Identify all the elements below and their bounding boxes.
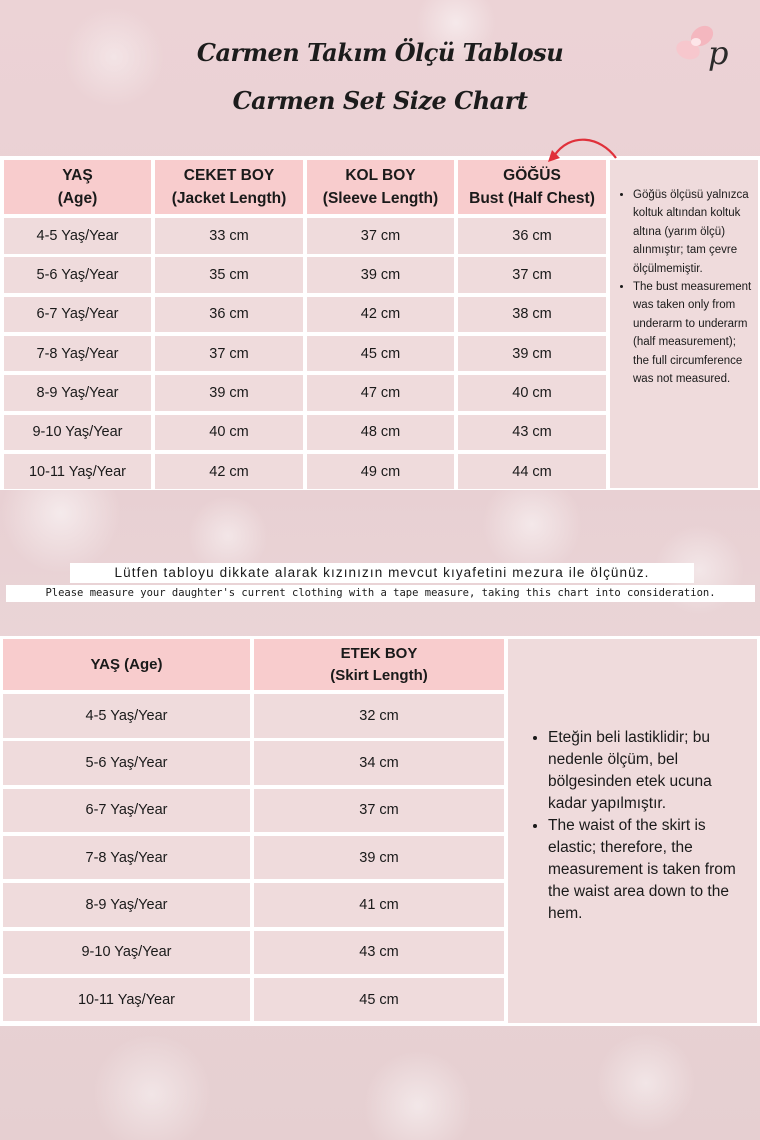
brand-logo: [672, 12, 742, 82]
table1-cell-bust: 43 cm: [458, 415, 606, 451]
page-title-english: Carmen Set Size Chart: [232, 86, 528, 115]
table2-cell-skirt-length: 32 cm: [254, 694, 504, 738]
table1-cell-jacket-length: 33 cm: [155, 218, 303, 254]
header-jacket-length: CEKET BOY (Jacket Length): [155, 160, 303, 214]
table1-cell-bust: 36 cm: [458, 218, 606, 254]
table1-cell-age: 4-5 Yaş/Year: [4, 218, 151, 254]
table1-cell-sleeve-length: 48 cm: [307, 415, 454, 451]
skirt-size-table: [0, 636, 760, 1026]
table2-cell-age: 10-11 Yaş/Year: [3, 978, 250, 1022]
table1-cell-bust: 37 cm: [458, 257, 606, 293]
table1-cell-jacket-length: 40 cm: [155, 415, 303, 451]
logo-letter: p: [708, 34, 729, 72]
table2-cell-skirt-length: 45 cm: [254, 978, 504, 1022]
table1-cell-sleeve-length: 47 cm: [307, 375, 454, 411]
table1-cell-sleeve-length: 37 cm: [307, 218, 454, 254]
table1-cell-bust: 44 cm: [458, 454, 606, 490]
table1-cell-bust: 39 cm: [458, 336, 606, 372]
table2-cell-age: 8-9 Yaş/Year: [3, 883, 250, 927]
table1-cell-jacket-length: 35 cm: [155, 257, 303, 293]
bust-note-en: • The bust measurement was taken only from underarm to underarm (half measurement); the full circumference was not measured.: [633, 278, 754, 388]
table1-cell-age: 7-8 Yaş/Year: [4, 336, 151, 372]
table1-cell-age: 10-11 Yaş/Year: [4, 454, 151, 490]
table1-cell-age: 6-7 Yaş/Year: [4, 297, 151, 333]
header-skirt-length: ETEK BOY (Skirt Length): [254, 639, 504, 690]
table2-cell-age: 5-6 Yaş/Year: [3, 741, 250, 785]
table2-cell-skirt-length: 39 cm: [254, 836, 504, 880]
instruction-turkish: Lütfen tabloyu dikkate alarak kızınızın mevcut kıyafetini mezura ile ölçünüz.: [70, 563, 694, 583]
red-curved-arrow-icon: [540, 134, 620, 168]
header-bust: GÖĞÜS Bust (Half Chest): [458, 160, 606, 214]
table1-cell-sleeve-length: 45 cm: [307, 336, 454, 372]
bust-note-tr: • Göğüs ölçüsü yalnızca koltuk altından koltuk altına (yarım ölçü) alınmıştır; tam çevre ölçülmemiştir.: [633, 186, 754, 278]
table2-cell-skirt-length: 37 cm: [254, 789, 504, 833]
table1-cell-jacket-length: 39 cm: [155, 375, 303, 411]
page-title-turkish: Carmen Takım Ölçü Tablosu: [196, 38, 564, 67]
table2-cell-age: 6-7 Yaş/Year: [3, 789, 250, 833]
skirt-note-en: • The waist of the skirt is elastic; therefore, the measurement is taken from the waist area down to the hem.: [548, 815, 751, 925]
butterfly-icon: [672, 12, 742, 82]
table1-cell-bust: 38 cm: [458, 297, 606, 333]
table1-cell-age: 9-10 Yaş/Year: [4, 415, 151, 451]
table1-cell-jacket-length: 37 cm: [155, 336, 303, 372]
table2-cell-skirt-length: 34 cm: [254, 741, 504, 785]
header-age-skirt: YAŞ (Age): [3, 639, 250, 690]
table1-cell-bust: 40 cm: [458, 375, 606, 411]
header-sleeve-length: KOL BOY (Sleeve Length): [307, 160, 454, 214]
table2-cell-age: 4-5 Yaş/Year: [3, 694, 250, 738]
table2-cell-age: 9-10 Yaş/Year: [3, 931, 250, 975]
table2-cell-skirt-length: 41 cm: [254, 883, 504, 927]
instruction-english: Please measure your daughter's current clothing with a tape measure, taking this chart into consideration.: [6, 585, 755, 602]
bust-note: [610, 160, 758, 488]
table1-cell-sleeve-length: 42 cm: [307, 297, 454, 333]
header-age: YAŞ (Age): [4, 160, 151, 214]
skirt-note-tr: • Eteğin beli lastiklidir; bu nedenle ölçüm, bel bölgesinden etek ucuna kadar yapılmıştır.: [548, 727, 751, 815]
top-size-table: [0, 156, 760, 490]
table1-cell-age: 5-6 Yaş/Year: [4, 257, 151, 293]
skirt-note: [508, 639, 757, 1023]
table1-cell-sleeve-length: 49 cm: [307, 454, 454, 490]
table1-cell-jacket-length: 42 cm: [155, 454, 303, 490]
table2-cell-skirt-length: 43 cm: [254, 931, 504, 975]
table1-cell-age: 8-9 Yaş/Year: [4, 375, 151, 411]
table1-cell-sleeve-length: 39 cm: [307, 257, 454, 293]
table1-cell-jacket-length: 36 cm: [155, 297, 303, 333]
table2-cell-age: 7-8 Yaş/Year: [3, 836, 250, 880]
